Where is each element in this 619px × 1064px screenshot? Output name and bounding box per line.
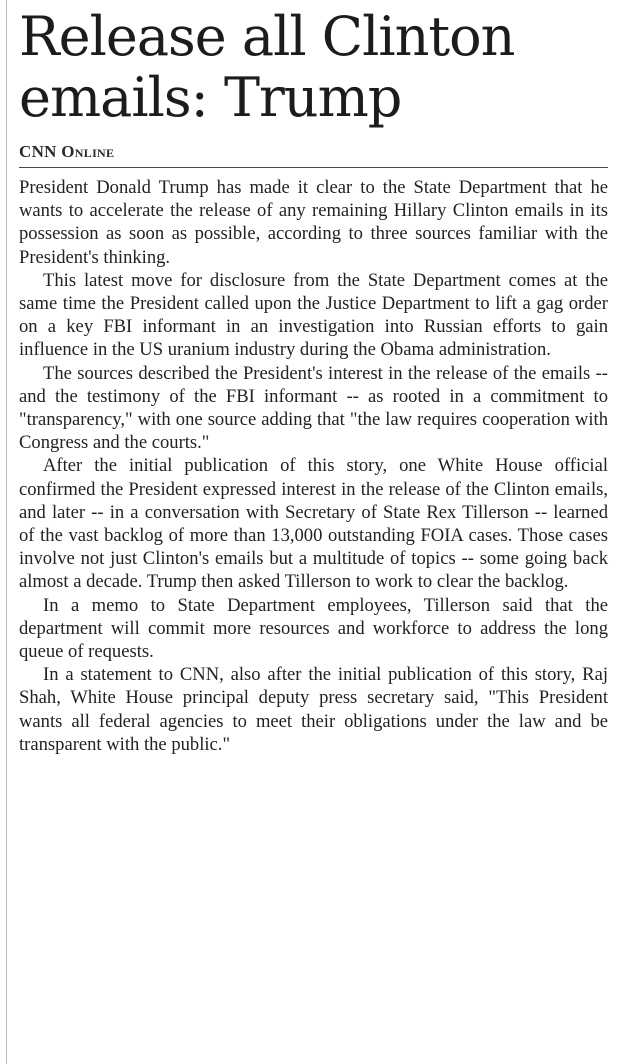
news-article [19,0,608,756]
article-paragraph: President Donald Trump has made it clear to the State Department that he wants to accelerate the release of any remaining Hillary Clinton emails in its possession as soon as possible, according to three sources familiar with the President's thinking. [19,177,608,268]
article-paragraph: In a statement to CNN, also after the initial publication of this story, Raj Shah, White House principal deputy press secretary said, "This President wants all federal agencies to meet their obligations under the law and be transparent with the public." [19,664,608,755]
article-paragraph: After the initial publication of this story, one White House official confirmed the President expressed interest in the release of the Clinton emails, and later -- in a conversation with Secretary of State Rex Tillerson -- learned of the vast backlog of more than 13,000 outstanding FOIA cases. Those cases involve not just Clinton's emails but a multitude of topics -- some going back almost a decade. Trump then asked Tillerson to work to clear the backlog. [19,455,608,593]
byline-divider [19,167,608,168]
column-rule [6,0,7,1064]
article-body [19,176,608,756]
article-paragraph: In a memo to State Department employees, Tillerson said that the department will commit more resources and workforce to address the long queue of requests. [19,594,608,663]
article-paragraph: The sources described the President's interest in the release of the emails -- and the testimony of the FBI informant -- as rooted in a commitment to "transparency," with one source adding that "the law requires cooperation with Congress and the courts." [19,362,608,454]
headline: Release all Clinton emails: Trump [19,5,515,129]
article-paragraph: This latest move for disclosure from the State Department comes at the same time the President called upon the Justice Department to lift a gag order on a key FBI informant in an investigation into Russian efforts to gain influence in the US uranium industry during the Obama administration. [19,269,608,361]
byline: CNN Online [19,142,115,161]
